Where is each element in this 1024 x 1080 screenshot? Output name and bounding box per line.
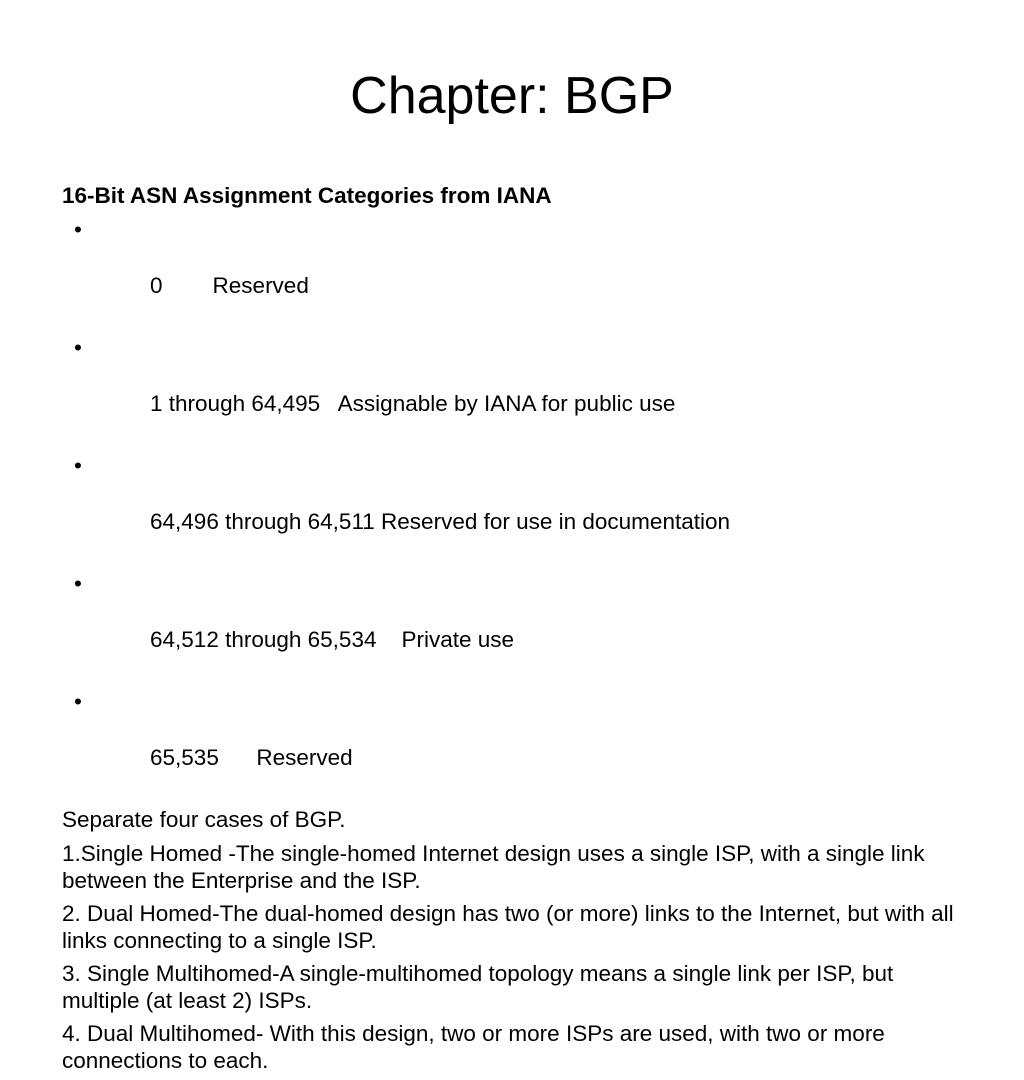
asn-category-text: 64,512 through 65,534 Private use [150, 627, 515, 652]
bullet-icon: • [74, 571, 82, 596]
asn-category-item [62, 452, 972, 564]
bgp-case-single-multihomed: 3. Single Multihomed-A single-multihomed topology means a single link per ISP, but multiple (at least 2) ISPs. [62, 961, 894, 1013]
asn-category-text: 0 Reserved [150, 273, 309, 298]
bgp-case-dual-multihomed: 4. Dual Multihomed- With this design, two or more ISPs are used, with two or more connections to each. [62, 1021, 885, 1073]
asn-category-item [62, 688, 972, 800]
bullet-icon: • [74, 217, 82, 242]
bgp-case-single-homed: 1.Single Homed -The single-homed Internet design uses a single ISP, with a single link between the Enterprise and the ISP. [62, 841, 925, 893]
slide-title: Chapter: BGP [350, 67, 674, 125]
asn-category-item [62, 570, 972, 682]
slide-body [62, 182, 972, 1080]
bullet-icon: • [74, 335, 82, 360]
bullet-icon: • [74, 689, 82, 714]
asn-category-text: 65,535 Reserved [150, 745, 353, 770]
asn-category-item [62, 216, 972, 328]
bgp-cases-intro: Separate four cases of BGP. [62, 807, 346, 832]
asn-category-text: 64,496 through 64,511 Reserved for use in documentation [150, 509, 730, 534]
bgp-case-dual-homed: 2. Dual Homed-The dual-homed design has two (or more) links to the Internet, but with all links connecting to a single ISP. [62, 901, 954, 953]
asn-category-text: 1 through 64,495 Assignable by IANA for public use [150, 391, 676, 416]
asn-category-item [62, 334, 972, 446]
bullet-icon: • [74, 453, 82, 478]
asn-heading: 16-Bit ASN Assignment Categories from IANA [62, 183, 552, 208]
asn-category-list [62, 216, 972, 800]
